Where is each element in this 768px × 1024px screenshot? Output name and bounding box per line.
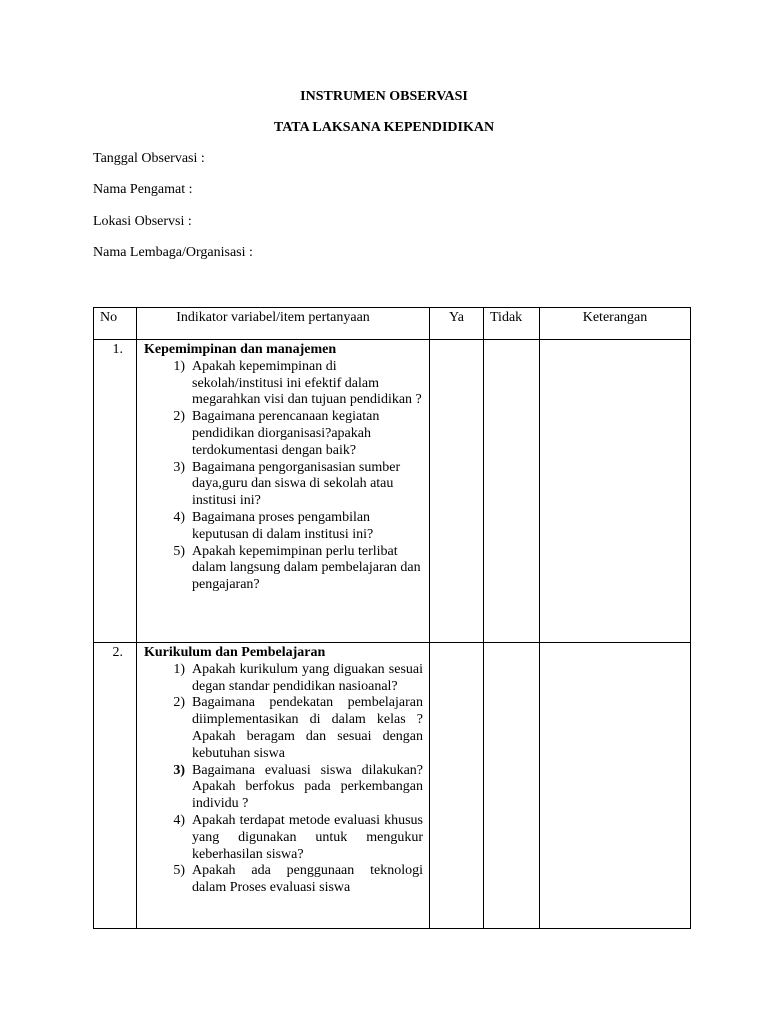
row-number: 1.	[94, 340, 137, 643]
keterangan-cell[interactable]	[540, 643, 691, 929]
list-item	[144, 359, 423, 409]
tidak-cell[interactable]	[484, 643, 540, 929]
question-list	[144, 359, 423, 594]
item-number: 2)	[173, 695, 185, 711]
item-number: 1)	[173, 358, 185, 374]
item-text: Apakah terdapat metode evaluasi khusus yang digunakan untuk mengukur keberhasilan siswa?	[192, 812, 423, 862]
header-indicator: Indikator variabel/item pertanyaan	[137, 308, 430, 340]
list-item	[144, 813, 423, 863]
list-item	[144, 662, 423, 696]
item-number: 3)	[173, 459, 185, 475]
list-item	[144, 695, 423, 762]
item-text: Bagaimana perencanaan kegiatan pendidikan diorganisasi?apakah terdokumentasi dengan baik?	[192, 409, 380, 458]
row-number: 2.	[94, 643, 137, 929]
table-header-row	[94, 308, 691, 340]
item-text: Bagaimana pengorganisasian sumber daya,guru dan siswa di sekolah atau institusi ini?	[192, 459, 401, 509]
item-text: Bagaimana evaluasi siswa dilakukan? Apakah berfokus pada perkembangan individu ?	[192, 762, 423, 812]
item-text: Bagaimana proses pengambilan keputusan di dalam institusi ini?	[192, 509, 374, 542]
section-title: Kepemimpinan dan manajemen	[144, 342, 337, 357]
indicator-cell	[137, 340, 430, 643]
list-item	[144, 763, 423, 813]
list-item	[144, 460, 423, 510]
item-text: Apakah kepemimpinan di sekolah/institusi ini efektif dalam megarahkan visi dan tujuan pendidikan ?	[192, 358, 422, 408]
item-number: 4)	[173, 812, 185, 828]
observation-table	[93, 307, 691, 929]
question-list	[144, 662, 423, 897]
field-nama-lembaga: Nama Lembaga/Organisasi :	[93, 245, 253, 260]
list-item	[144, 510, 423, 544]
item-number: 5)	[173, 543, 185, 559]
keterangan-cell[interactable]	[540, 340, 691, 643]
header-keterangan: Keterangan	[540, 308, 691, 340]
field-lokasi-observasi: Lokasi Observsi :	[93, 214, 192, 229]
table-row	[94, 643, 691, 929]
item-text: Apakah kepemimpinan perlu terlibat dalam langsung dalam pembelajaran dan pengajaran?	[192, 543, 421, 593]
item-number: 3)	[173, 762, 185, 778]
item-number: 4)	[173, 509, 185, 525]
header-ya: Ya	[430, 308, 484, 340]
item-text: Bagaimana pendekatan pembelajaran diimplementasikan di dalam kelas ? Apakah beragam dan sesuai dengan kebutuhan siswa	[192, 695, 423, 761]
field-tanggal-observasi: Tanggal Observasi :	[93, 151, 205, 166]
list-item	[144, 863, 423, 897]
header-no: No	[94, 308, 137, 340]
list-item	[144, 544, 423, 594]
field-nama-pengamat: Nama Pengamat :	[93, 182, 193, 197]
ya-cell[interactable]	[430, 340, 484, 643]
item-text: Apakah ada penggunaan teknologi dalam Proses evaluasi siswa	[192, 863, 423, 896]
tidak-cell[interactable]	[484, 340, 540, 643]
ya-cell[interactable]	[430, 643, 484, 929]
item-number: 2)	[173, 409, 185, 425]
section-title: Kurikulum dan Pembelajaran	[144, 645, 326, 660]
item-text: Apakah kurikulum yang diguakan sesuai degan standar pendidikan nasioanal?	[192, 661, 423, 694]
list-item	[144, 409, 423, 459]
document-subtitle: TATA LAKSANA KEPENDIDIKAN	[273, 120, 495, 135]
item-number: 5)	[173, 863, 185, 879]
table-row	[94, 340, 691, 643]
header-tidak: Tidak	[484, 308, 540, 340]
item-number: 1)	[173, 661, 185, 677]
indicator-cell	[137, 643, 430, 929]
document-title: INSTRUMEN OBSERVASI	[300, 89, 468, 104]
